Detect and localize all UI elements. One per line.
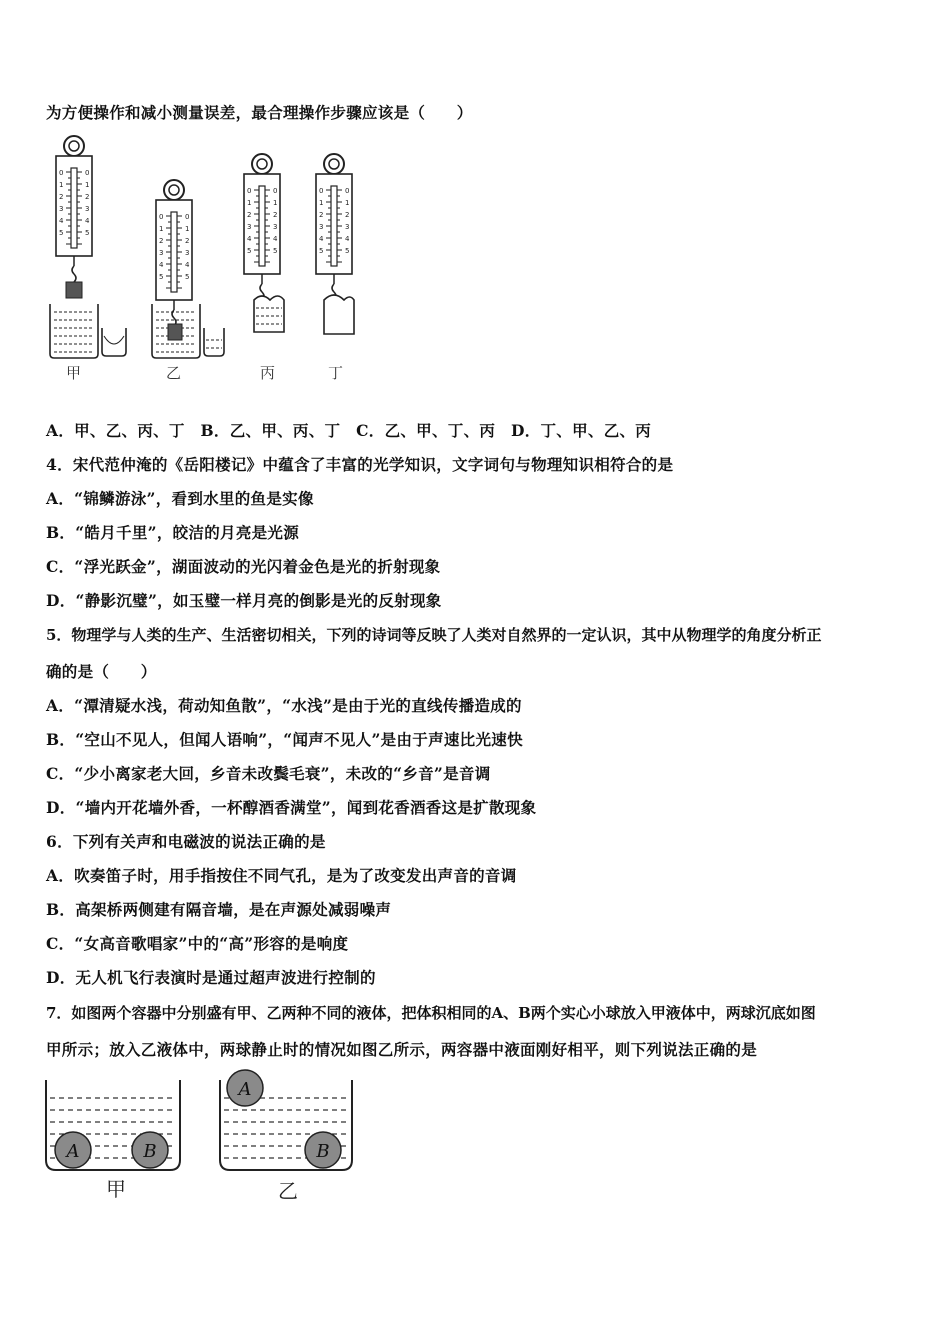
scale-yi xyxy=(152,180,224,358)
q4-option-d: D．“静影沉璧”，如玉璧一样月亮的倒影是光的反射现象 xyxy=(46,591,442,610)
ball-a-right: A xyxy=(238,1079,252,1100)
intro-line: 为方便操作和减小测量误差，最合理操作步骤应该是（ ） xyxy=(46,103,473,122)
q5-option-a: A．“潭清疑水浅，荷动知鱼散”，“水浅”是由于光的直线传播造成的 xyxy=(46,696,522,715)
q4-option-a: A．“锦鳞游泳”，看到水里的鱼是实像 xyxy=(46,489,314,508)
ball-a-left: A xyxy=(66,1141,80,1162)
q5-option-d: D．“墙内开花墙外香，一杯醇酒香满堂”，闻到花香酒香这是扩散现象 xyxy=(46,798,537,817)
ball-b-left: B xyxy=(143,1141,157,1162)
label-left: 甲 xyxy=(106,1177,126,1201)
containers-figure xyxy=(42,1068,362,1208)
q6-option-d: D．无人机飞行表演时是通过超声波进行控制的 xyxy=(46,968,376,987)
container-yi xyxy=(220,1070,352,1170)
q5-stem-line1: 5．物理学与人类的生产、生活密切相关，下列的诗词等反映了人类对自然界的一定认识，其中从物理学的角度分析正 xyxy=(46,626,822,644)
label-jia: 甲 xyxy=(66,364,82,382)
spring-scale-figure: 0 1 2 3 4 5 甲 乙 丙 丁 xyxy=(44,132,364,392)
q6-stem: 6．下列有关声和电磁波的说法正确的是 xyxy=(46,832,326,851)
q6-option-b: B．高架桥两侧建有隔音墙，是在声源处减弱噪声 xyxy=(46,900,392,919)
scale-jia xyxy=(50,136,126,358)
q4-option-b: B．“皓月千里”，皎洁的月亮是光源 xyxy=(46,523,300,542)
scale-ding xyxy=(316,154,354,334)
q4-stem: 4．宋代范仲淹的《岳阳楼记》中蕴含了丰富的光学知识，文字词句与物理知识相符合的是 xyxy=(46,455,674,474)
q7-stem-line1: 7．如图两个容器中分别盛有甲、乙两种不同的液体，把体积相同的A、B两个实心小球放入甲液体中，两球沉底如图 xyxy=(46,1004,816,1022)
ball-b-right: B xyxy=(316,1141,330,1162)
q5-stem-line2: 确的是（ ） xyxy=(46,662,157,681)
label-yi: 乙 xyxy=(166,364,182,382)
q7-stem-line2: 甲所示；放入乙液体中，两球静止时的情况如图乙所示，两容器中液面刚好相平，则下列说法正确的是 xyxy=(46,1040,758,1059)
label-bing: 丙 xyxy=(260,364,276,382)
label-ding: 丁 xyxy=(328,364,344,382)
q6-option-a: A．吹奏笛子时，用手指按住不同气孔，是为了改变发出声音的音调 xyxy=(46,866,517,885)
q4-option-c: C．“浮光跃金”，湖面波动的光闪着金色是光的折射现象 xyxy=(46,557,441,576)
q6-option-c: C．“女高音歌唱家”中的“高”形容的是响度 xyxy=(46,934,349,953)
q5-option-b: B．“空山不见人，但闻人语响”，“闻声不见人”是由于声速比光速快 xyxy=(46,730,523,749)
q5-option-c: C．“少小离家老大回，乡音未改鬓毛衰”，未改的“乡音”是音调 xyxy=(46,764,491,783)
container-jia xyxy=(46,1080,180,1170)
label-right: 乙 xyxy=(278,1179,298,1203)
scale-bing xyxy=(244,154,284,332)
q3-options: A．甲、乙、丙、丁 B．乙、甲、丙、丁 C．乙、甲、丁、丙 D．丁、甲、乙、丙 xyxy=(46,421,652,440)
